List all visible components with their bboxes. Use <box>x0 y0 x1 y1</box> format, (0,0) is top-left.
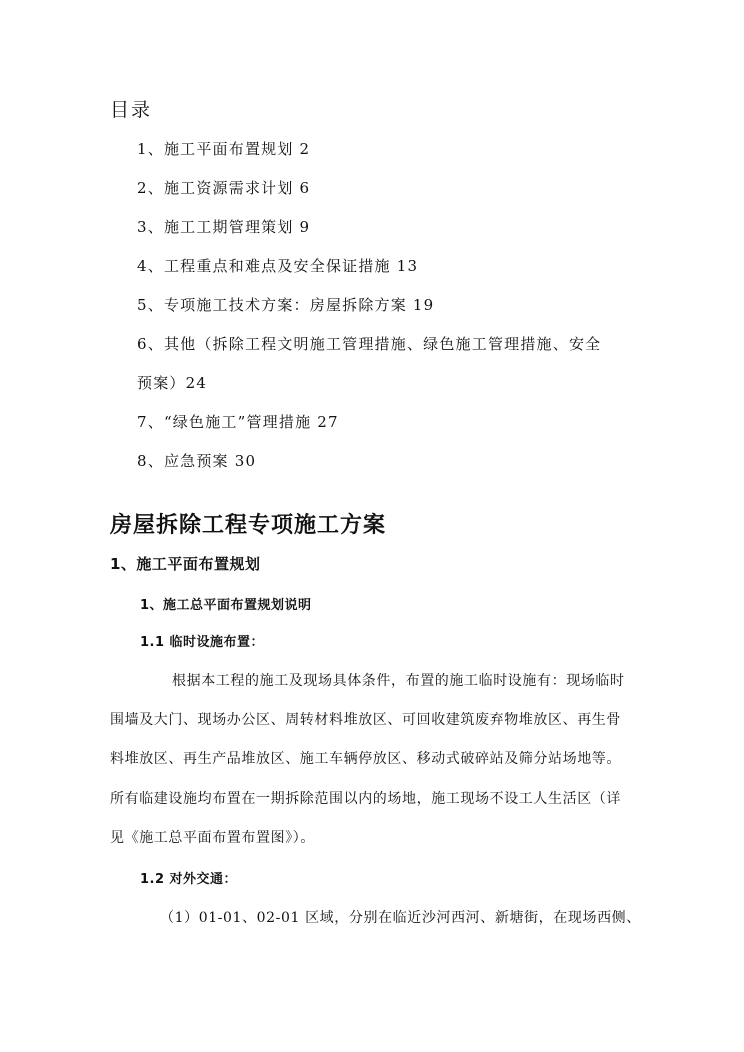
toc-title: 目录 <box>110 99 153 121</box>
subsection-heading: 1、施工总平面布置规划说明 <box>140 598 312 613</box>
toc-item[interactable]: 8、应急预案 30 <box>137 452 257 470</box>
toc-item[interactable]: 3、施工工期管理策划 9 <box>137 218 311 236</box>
section-heading: 1、施工平面布置规划 <box>110 555 261 573</box>
toc-item[interactable]: 5、专项施工技术方案：房屋拆除方案 19 <box>137 296 435 314</box>
subsection-heading: 1.2 对外交通： <box>140 872 238 887</box>
toc-item[interactable]: 2、施工资源需求计划 6 <box>137 179 311 197</box>
paragraph-line: 根据本工程的施工及现场具体条件，布置的施工临时设施有：现场临时 <box>172 673 625 689</box>
toc-item-continuation[interactable]: 预案）24 <box>137 374 208 392</box>
toc-item[interactable]: 4、工程重点和难点及安全保证措施 13 <box>137 257 419 275</box>
paragraph-line: 围墙及大门、现场办公区、周转材料堆放区、可回收建筑废弃物堆放区、再生骨 <box>110 712 621 728</box>
paragraph-line: 见《施工总平面布置布置图》）。 <box>110 830 315 846</box>
toc-item[interactable]: 6、其他（拆除工程文明施工管理措施、绿色施工管理措施、安全 <box>137 335 602 353</box>
toc-item[interactable]: 1、施工平面布置规划 2 <box>137 140 311 158</box>
paragraph-line: 料堆放区、再生产品堆放区、施工车辆停放区、移动式破碎站及筛分站场地等。 <box>110 751 621 767</box>
paragraph-line: 所有临建设施均布置在一期拆除范围以内的场地，施工现场不设工人生活区（详 <box>110 791 621 807</box>
document-title: 房屋拆除工程专项施工方案 <box>110 513 387 538</box>
toc-item[interactable]: 7、“绿色施工”管理措施 27 <box>137 413 339 431</box>
paragraph-line: （1）01-01、02-01 区域，分别在临近沙河西河、新塘街，在现场西侧、 <box>160 910 641 926</box>
subsection-heading: 1.1 临时设施布置： <box>140 635 265 650</box>
